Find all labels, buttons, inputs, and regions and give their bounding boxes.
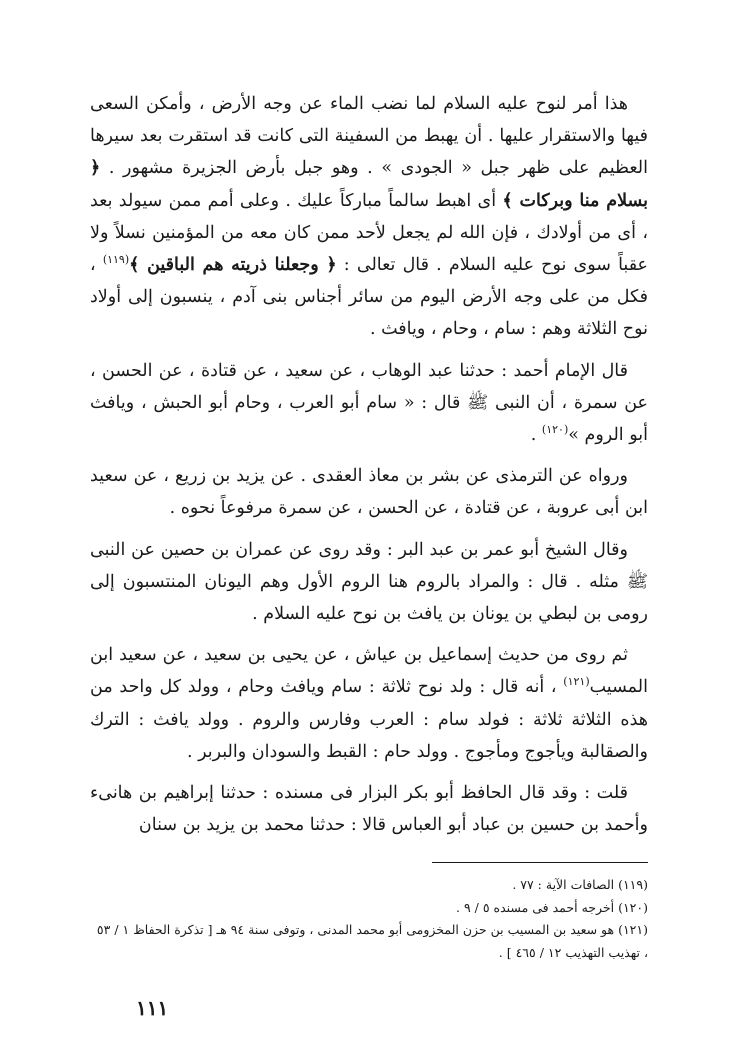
paragraph-2 — [90, 355, 648, 452]
text-run: قال الإمام أحمد : حدثنا عبد الوهاب ، عن سعيد ، عن قتادة ، عن الحسن ، عن سمرة ، أن النبى ﷺ قال : « سام أبو العرب ، وحام أبو الحبش ، ويافث أبو الروم » — [90, 360, 648, 446]
footnote-ref-120: (١٢٠) — [541, 423, 569, 437]
text-run: ورواه عن الترمذى عن بشر بن معاذ العقدى . عن يزيد بن زريع ، عن سعيد ابن أبى عروبة ، عن قتادة ، عن الحسن ، عن سمرة مرفوعاً نحوه . — [90, 466, 648, 519]
paragraph-1 — [90, 88, 648, 346]
quran-quote: ﴿ وجعلنا ذريته هم الباقين ﴾ — [129, 255, 337, 276]
paragraph-6 — [90, 777, 648, 841]
text-run: أى اهبط سالماً مباركاً عليك . وعلى أمم ممن سيولد بعد ، أى من أولادك ، فإن الله لم يجعل لأحد ممن كان معه من المؤمنين نسلاً ولا عقباً سوى نوح عليه السلام . قال تعالى : — [90, 190, 648, 276]
footnote-ref-121: (١٢١) — [563, 675, 590, 689]
paragraph-4 — [90, 534, 648, 631]
paragraph-3 — [90, 460, 648, 524]
footnote-divider — [432, 862, 648, 863]
quran-quote: ﴿ بسلام منا وبركات ﴾ — [90, 158, 648, 211]
body-text — [90, 88, 648, 850]
paragraph-5 — [90, 639, 648, 768]
footnote-120: (١٢٠) أخرجه أحمد فى مسنده ٥ / ٩ . — [456, 899, 648, 915]
text-run: قلت : وقد قال الحافظ أبو بكر البزار فى مسنده : حدثنا إبراهيم بن هانىء وأحمد بن حسين بن عباد أبو العباس قالا : حدثنا محمد بن يزيد بن سنان — [90, 783, 648, 836]
footnote-119: (١١٩) الصافات الآية : ٧٧ . — [512, 877, 648, 892]
footnote-ref-119: (١١٩) — [102, 253, 130, 267]
text-run: وقال الشيخ أبو عمر بن عبد البر : وقد روى عن عمران بن حصين عن النبى ﷺ مثله . قال : والمراد بالروم هنا الروم الأول وهم اليونان المنتسبون إلى رومى بن لبطي بن يونان بن يافث بن نوح عليه السلام . — [90, 539, 648, 625]
footnote-121: (١٢١) هو سعيد بن المسيب بن حزن المخزومى أبو محمد المدنى ، وتوفى سنة ٩٤ هـ [ تذكرة الحفاظ ١ / ٥٣ ، تهذيب التهذيب ١٢ / ٤٦٥ ] . — [96, 922, 648, 960]
text-run: ، أنه قال : ولد نوح ثلاثة : سام ويافث وحام ، وولد كل واحد من هذه الثلاثة ثلاثة : فولد سام : العرب وفارس والروم . وولد يافث : الترك والصقالبة ويأجوج ومأجوج . وولد حام : القبط والسودان والبربر . — [90, 677, 648, 762]
text-run: . — [530, 425, 542, 446]
footnotes — [90, 874, 648, 964]
text-run: ثم روى من حديث إسماعيل بن عياش ، عن يحيى بن سعيد ، عن سعيد ابن المسيب — [90, 645, 648, 698]
text-run: ، فكل من على وجه الأرض اليوم من سائر أجناس بنى آدم ، ينسبون إلى أولاد نوح الثلاثة وهم : سام ، وحام ، ويافث . — [90, 255, 648, 340]
text-run: هذا أمر لنوح عليه السلام لما نضب الماء عن وجه الأرض ، وأمكن السعى فيها والاستقرار عليها . أن يهبط من السفينة التى كانت قد استقرت بعد سيرها العظيم على ظهر جبل « الجودى » . وهو جبل بأرض الجزيرة مشهور . — [90, 94, 648, 179]
page-number: ١١١ — [136, 996, 169, 1020]
